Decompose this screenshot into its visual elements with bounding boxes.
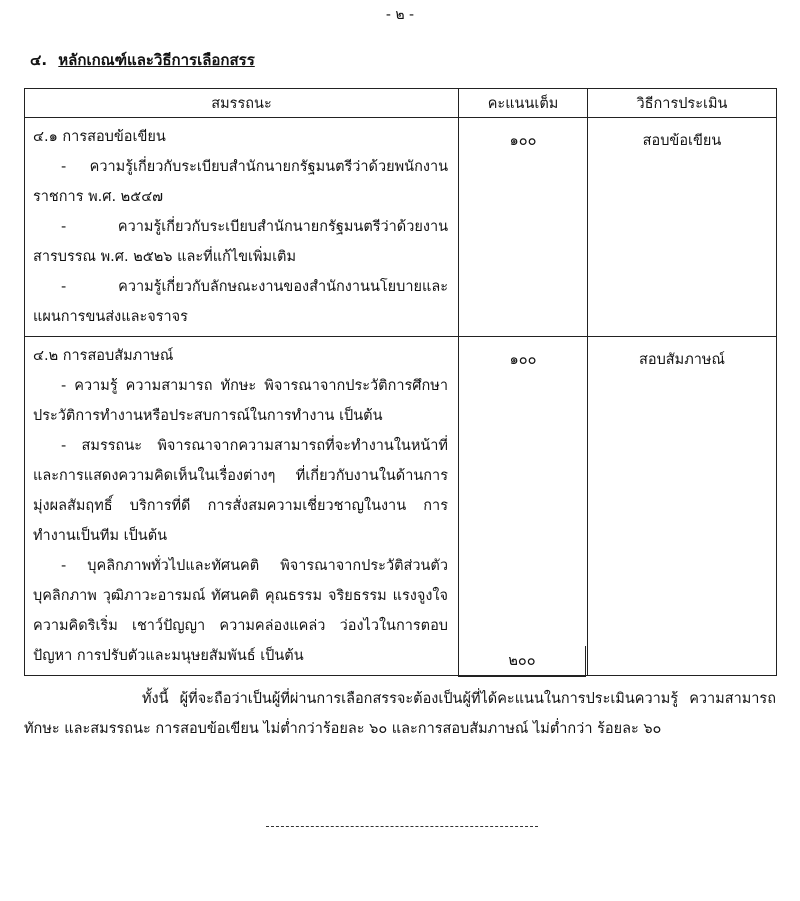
table-row xyxy=(25,337,777,676)
score-cell: ๑๐๐ xyxy=(459,118,588,337)
method-cell: สอบข้อเขียน xyxy=(588,118,777,337)
competency-cell xyxy=(25,118,459,337)
competency-cell xyxy=(25,337,459,676)
total-score: ๒๐๐ xyxy=(458,646,586,677)
header-method: วิธีการประเมิน xyxy=(588,89,777,118)
table-row xyxy=(25,118,777,337)
section-heading xyxy=(30,48,255,72)
method-cell: สอบสัมภาษณ์ xyxy=(588,337,777,676)
criteria-item: - ความรู้เกี่ยวกับลักษณะงานของสำนักงานนโยบายและแผนการขนส่งและจราจร xyxy=(33,279,448,325)
header-full-score: คะแนนเต็ม xyxy=(459,89,588,118)
criteria-item: - ความรู้เกี่ยวกับระเบียบสำนักนายกรัฐมนตรีว่าด้วยพนักงานราชการ พ.ศ. ๒๕๔๗ xyxy=(33,159,448,205)
header-competency: สมรรถนะ xyxy=(25,89,459,118)
criteria-item: - ความรู้ ความสามารถ ทักษะ พิจารณาจากประวัติการศึกษา ประวัติการทำงานหรือประสบการณ์ในการทำงาน เป็นต้น xyxy=(33,378,448,424)
note-paragraph: ทั้งนี้ ผู้ที่จะถือว่าเป็นผู้ที่ผ่านการเลือกสรรจะต้องเป็นผู้ที่ได้คะแนนในการประเมินความรู้ ความสามารถ ทักษะ และสมรรถนะ การสอบข้อเขียน ไม่ต่ำกว่าร้อยละ ๖๐ และการสอบสัมภาษณ์ ไม่ต่ำกว่า ร้อยละ ๖๐ xyxy=(24,691,776,737)
section-title: หลักเกณฑ์และวิธีการเลือกสรร xyxy=(58,51,255,69)
table-header-row xyxy=(25,89,777,118)
page-number: - ๒ - xyxy=(385,7,415,23)
row-title: ๔.๒ การสอบสัมภาษณ์ xyxy=(33,348,174,364)
criteria-item: - ความรู้เกี่ยวกับระเบียบสำนักนายกรัฐมนตรีว่าด้วยงานสารบรรณ พ.ศ. ๒๕๒๖ และที่แก้ไขเพิ่มเติม xyxy=(33,219,448,265)
criteria-item: - สมรรถนะ พิจารณาจากความสามารถที่จะทำงานในหน้าที่และการแสดงความคิดเห็นในเรื่องต่างๆ ที่เกี่ยวกับงานในด้านการมุ่งผลสัมฤทธิ์ บริการที่ดี การสั่งสมความเชี่ยวชาญในงาน การทำงานเป็นทีม เป็นต้น xyxy=(33,438,448,544)
row-title: ๔.๑ การสอบข้อเขียน xyxy=(33,129,166,145)
end-divider xyxy=(266,826,538,827)
criteria-item: - บุคลิกภาพทั่วไปและทัศนคติ พิจารณาจากประวัติส่วนตัว บุคลิกภาพ วุฒิภาวะอารมณ์ ทัศนคติ คุณธรรม จริยธรรม แรงจูงใจ ความคิดริเริ่ม เชาว์ปัญญา ความคล่องแคล่ว ว่องไวในการตอบปัญหา การปรับตัวและมนุษยสัมพันธ์ เป็นต้น xyxy=(33,558,448,664)
criteria-table xyxy=(24,88,777,676)
score-cell: ๑๐๐ xyxy=(459,337,588,676)
section-number: ๔. xyxy=(30,51,48,69)
